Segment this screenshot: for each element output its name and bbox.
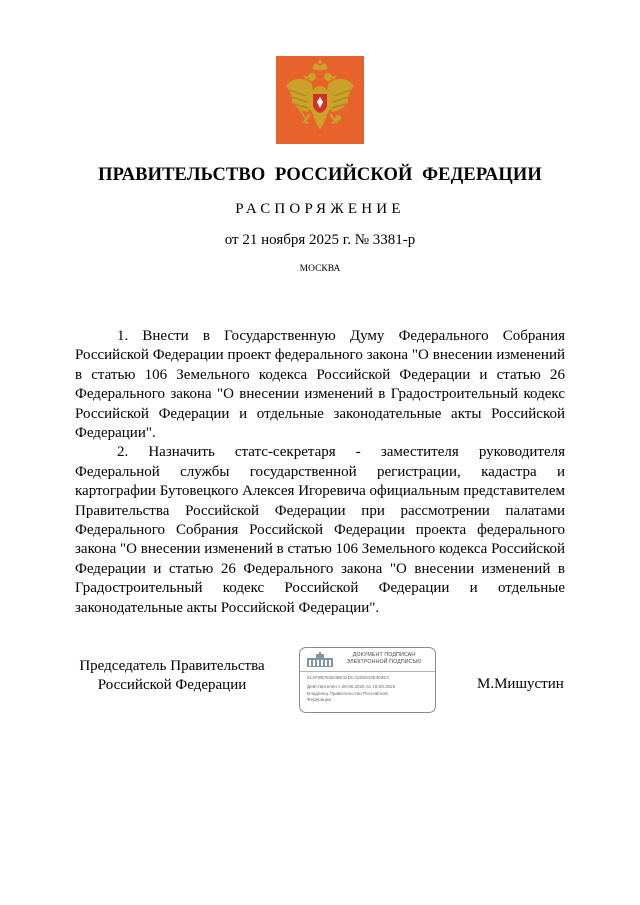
signer-title <box>62 657 282 695</box>
stamp-validity: Действителен с 26.06.2025 по 19.09.2026 <box>307 684 396 689</box>
government-building-icon <box>306 652 334 668</box>
signer-title-line2: Российской Федерации <box>97 677 247 693</box>
signer-name: М.Мишустин <box>477 676 564 692</box>
document-type: РАСПОРЯЖЕНИЕ <box>235 201 405 217</box>
signer-title-line1: Председатель Правительства <box>79 658 265 674</box>
stamp-owner-line1: Владелец Правительство Российской <box>307 691 388 696</box>
electronic-signature-stamp <box>299 647 436 713</box>
paragraph-1: 1. Внести в Государственную Думу Федерального Собрания Российской Федерации проект федерального закона "О внесении изменений в статью 106 Земельного кодекса Российской Федерации и статью 26 Федерального закона "О внесении изменений в Градостроительный кодекс Российской Федерации и отдельные законодательные акты Российской Федерации". <box>75 328 565 442</box>
document-body <box>75 327 565 618</box>
stamp-owner-line2: Федерации <box>307 697 332 702</box>
document-city: МОСКВА <box>299 264 341 274</box>
stamp-certificate: 51AF8B781E06E42DC41E5043E303E3 <box>307 675 389 680</box>
government-title: ПРАВИТЕЛЬСТВО РОССИЙСКОЙ ФЕДЕРАЦИИ <box>98 165 542 185</box>
stamp-title: ДОКУМЕНТ ПОДПИСАН ЭЛЕКТРОННОЙ ПОДПИСЬЮ <box>346 652 422 665</box>
paragraph-2: 2. Назначить статс-секретаря - заместителя руководителя Федеральной службы государственной регистрации, кадастра и картографии Бутовецкого Алексея Игоревича официальным представителем Правительства Российской Федерации при рассмотрении палатами Федерального Собрания Российской Федерации проекта федерального закона "О внесении изменений в статью 106 Земельного кодекса Российской Федерации и статью 26 Федерального закона "О внесении изменений в Градостроительный кодекс Российской Федерации и отдельные законодательные акты Российской Федерации". <box>75 444 565 616</box>
stamp-header <box>300 648 435 672</box>
document-date-number: от 21 ноября 2025 г. № 3381-р <box>224 232 416 248</box>
russian-coat-of-arms-icon <box>276 56 364 144</box>
